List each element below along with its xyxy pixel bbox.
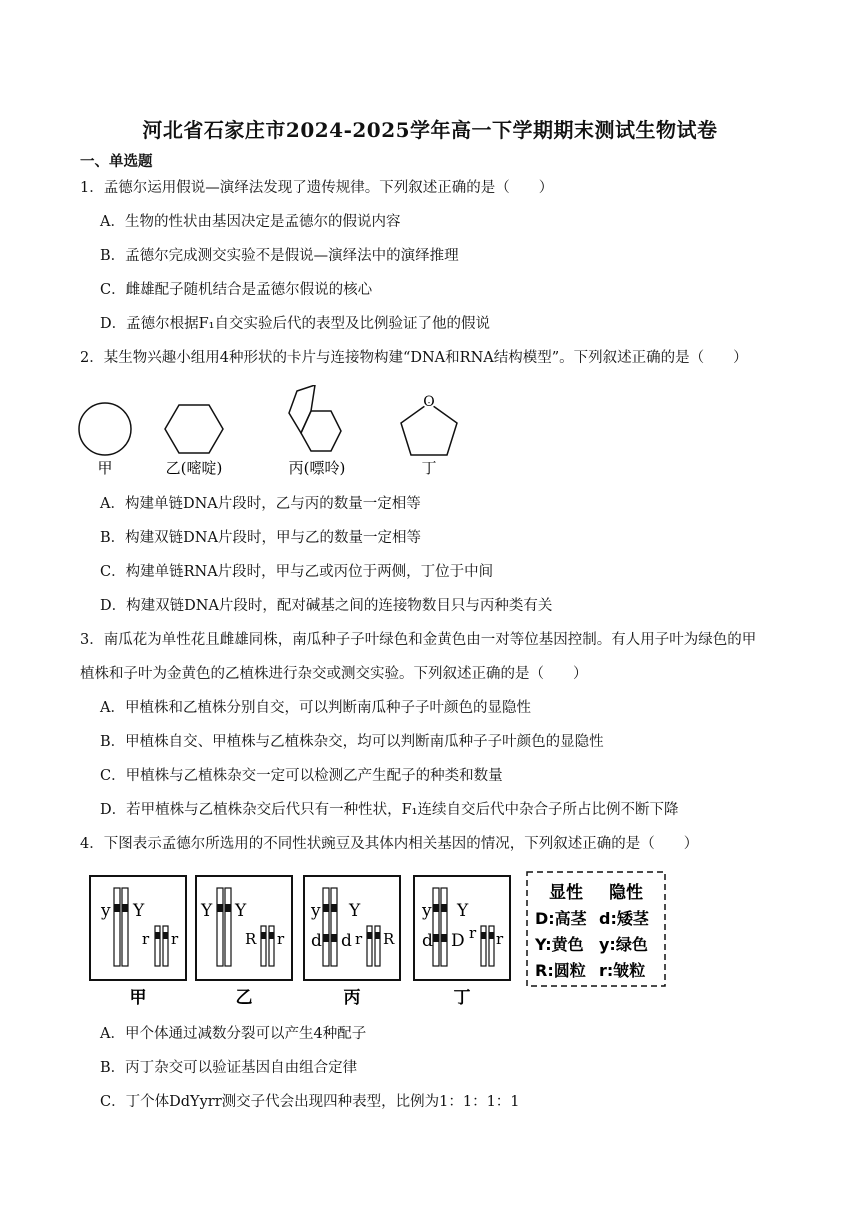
pentagon-o-shape xyxy=(401,403,457,455)
cell-box-ding xyxy=(414,876,510,980)
question-3-option-a[interactable]: A．甲植株和乙植株分别自交，可以判断南瓜种子子叶颜色的显隐性 xyxy=(100,700,531,716)
question-3-option-b[interactable]: B．甲植株自交、甲植株与乙植株杂交，均可以判断南瓜种子子叶颜色的显隐性 xyxy=(100,734,604,750)
chromosome-pair-long-bing xyxy=(323,888,337,966)
question-1-stem: 1．孟德尔运用假说—演绎法发现了遗传规律。下列叙述正确的是（ ） xyxy=(80,180,554,196)
question-1-option-a[interactable]: A．生物的性状由基因决定是孟德尔的假说内容 xyxy=(100,214,401,230)
question-3-stem-line2: 植株和子叶为金黄色的乙植株进行杂交或测交实验。下列叙述正确的是（ ） xyxy=(80,666,588,682)
gene-label-bing-1: y xyxy=(311,901,321,921)
legend-header-recessive: 隐性 xyxy=(609,883,643,903)
gene-label-jia-3: r xyxy=(142,930,150,948)
molecule-shapes-figure xyxy=(75,385,475,480)
chromosome-figure xyxy=(85,868,675,1008)
gene-label-bing-2: Y xyxy=(349,901,361,921)
gene-label-ding-4: D xyxy=(451,931,465,951)
legend-row3-dominant: R:圆粒 xyxy=(535,961,586,980)
legend-row2-dominant: Y:黄色 xyxy=(535,935,584,954)
legend-row1-recessive: d:矮茎 xyxy=(599,909,649,928)
gene-label-ding-3: d xyxy=(422,931,433,951)
gene-label-yi-2: Y xyxy=(235,901,247,921)
question-4-option-a[interactable]: A．甲个体通过减数分裂可以产生4种配子 xyxy=(100,1026,367,1042)
question-2-option-d[interactable]: D．构建双链DNA片段时，配对碱基之间的连接物数目只与丙种类有关 xyxy=(100,598,553,614)
label-yi-pyrimidine: 乙(嘧啶) xyxy=(165,459,223,477)
cell-box-yi xyxy=(196,876,292,980)
question-1-option-c[interactable]: C．雌雄配子随机结合是孟德尔假说的核心 xyxy=(100,282,373,298)
question-3-option-c[interactable]: C．甲植株与乙植株杂交一定可以检测乙产生配子的种类和数量 xyxy=(100,768,503,784)
gene-label-yi-4: r xyxy=(277,930,285,948)
legend-row2-recessive: y:绿色 xyxy=(599,935,648,954)
page-title: 河北省石家庄市2024-2025学年高一下学期期末测试生物试卷 xyxy=(142,118,718,142)
pentagon-fused-shape xyxy=(289,385,315,433)
question-2-option-b[interactable]: B．构建双链DNA片段时，甲与乙的数量一定相等 xyxy=(100,530,421,546)
gene-label-bing-3: d xyxy=(311,931,322,951)
label-bing-purine: 丙(嘌呤) xyxy=(288,459,346,477)
legend-header-dominant: 显性 xyxy=(549,883,583,903)
hexagon-fused-shape xyxy=(301,411,341,451)
chromosome-pair-short-ding xyxy=(481,926,494,966)
question-4-stem: 4．下图表示孟德尔所选用的不同性状豌豆及其体内相关基因的情况，下列叙述正确的是（ ） xyxy=(80,836,699,852)
chromosome-pair-short-bing xyxy=(367,926,380,966)
circle-shape xyxy=(79,403,131,455)
legend-row1-dominant: D:高茎 xyxy=(535,909,587,928)
ring-oxygen-label: O xyxy=(423,394,435,410)
question-3-stem-line1: 3．南瓜花为单性花且雌雄同株，南瓜种子子叶绿色和金黄色由一对等位基因控制。有人用子叶为绿色的甲 xyxy=(80,632,757,648)
cell-label-bing: 丙 xyxy=(343,988,361,1008)
question-1-option-d[interactable]: D．孟德尔根据F₁自交实验后代的表型及比例验证了他的假说 xyxy=(100,316,490,332)
chromosome-pair-long-yi xyxy=(217,888,231,966)
chromosome-pair-short-jia xyxy=(155,926,168,966)
gene-label-bing-6: R xyxy=(383,930,395,948)
cell-box-jia xyxy=(90,876,186,980)
label-ding: 丁 xyxy=(421,459,437,477)
question-4-option-b[interactable]: B．丙丁杂交可以验证基因自由组合定律 xyxy=(100,1060,358,1076)
question-2-option-a[interactable]: A．构建单链DNA片段时，乙与丙的数量一定相等 xyxy=(100,496,421,512)
section-heading: 一、单选题 xyxy=(80,153,153,170)
cell-label-yi: 乙 xyxy=(235,988,253,1008)
question-3-option-d[interactable]: D．若甲植株与乙植株杂交后代只有一种性状，F₁连续自交后代中杂合子所占比例不断下降 xyxy=(100,802,679,818)
question-4-option-c[interactable]: C．丁个体DdYyrr测交子代会出现四种表型，比例为1：1：1：1 xyxy=(100,1094,520,1110)
label-jia: 甲 xyxy=(97,459,113,477)
gene-label-ding-1: y xyxy=(422,901,432,921)
gene-label-jia-2: Y xyxy=(133,901,145,921)
cell-label-jia: 甲 xyxy=(129,988,147,1008)
question-1-option-b[interactable]: B．孟德尔完成测交实验不是假说—演绎法中的演绎推理 xyxy=(100,248,459,264)
gene-label-bing-4: d xyxy=(341,931,352,951)
chromosome-pair-short-yi xyxy=(261,926,274,966)
gene-label-ding-5: r xyxy=(469,924,477,942)
chromosome-pair-long-ding xyxy=(433,888,447,966)
gene-label-jia-1: y xyxy=(101,901,111,921)
gene-label-yi-1: Y xyxy=(201,901,213,921)
cell-label-ding: 丁 xyxy=(453,988,471,1008)
gene-label-ding-6: r xyxy=(496,930,504,948)
gene-label-yi-3: R xyxy=(245,930,257,948)
cell-box-bing xyxy=(304,876,400,980)
gene-label-ding-2: Y xyxy=(457,901,469,921)
legend-row3-recessive: r:皱粒 xyxy=(599,961,646,980)
chromosome-pair-long-jia xyxy=(114,888,128,966)
question-2-option-c[interactable]: C．构建单链RNA片段时，甲与乙或丙位于两侧，丁位于中间 xyxy=(100,564,494,580)
hexagon-shape xyxy=(165,405,223,453)
question-2-stem: 2．某生物兴趣小组用4种形状的卡片与连接物构建“DNA和RNA结构模型”。下列叙述正确的是（ ） xyxy=(80,350,748,366)
gene-label-jia-4: r xyxy=(171,930,179,948)
gene-label-bing-5: r xyxy=(355,930,363,948)
